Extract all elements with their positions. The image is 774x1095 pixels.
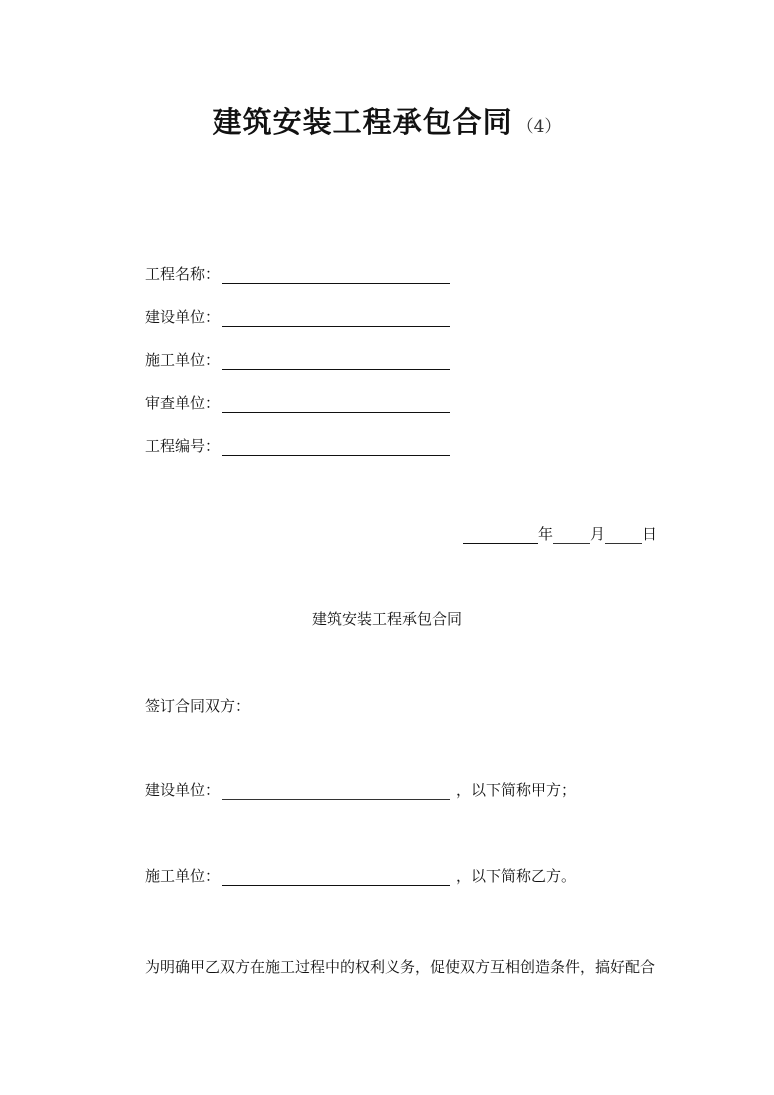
parties-heading: 签订合同双方： [145, 697, 251, 715]
title-suffix: （4） [516, 117, 562, 137]
field-label: 审查单位： [145, 394, 221, 412]
field-label: 工程名称： [145, 265, 221, 283]
party-a-suffix: ，以下简称甲方； [456, 781, 577, 799]
party-a-line [145, 780, 576, 804]
field-project-name [145, 264, 450, 288]
party-b-line [145, 866, 576, 890]
project-name-input-line[interactable] [222, 265, 450, 284]
party-b-label: 施工单位： [145, 867, 221, 885]
party-a-input-line[interactable] [222, 781, 450, 800]
party-b-input-line[interactable] [222, 867, 450, 886]
title-main: 建筑安装工程承包合同 [212, 105, 513, 139]
document-title [0, 100, 774, 141]
construction-unit-input-line[interactable] [222, 308, 450, 327]
date-line [463, 524, 657, 544]
field-review-unit [145, 393, 450, 417]
month-blank[interactable] [553, 527, 590, 544]
review-unit-input-line[interactable] [222, 394, 450, 413]
field-contractor-unit [145, 350, 450, 374]
day-unit: 日 [642, 525, 658, 543]
day-blank[interactable] [605, 527, 642, 544]
field-label: 建设单位： [145, 308, 221, 326]
party-a-label: 建设单位： [145, 781, 221, 799]
field-label: 施工单位： [145, 351, 221, 369]
intro-paragraph: 为明确甲乙双方在施工过程中的权利义务，促使双方互相创造条件，搞好配合 [145, 958, 656, 976]
project-number-input-line[interactable] [222, 437, 450, 456]
contractor-unit-input-line[interactable] [222, 351, 450, 370]
year-blank[interactable] [463, 527, 538, 544]
field-construction-unit [145, 307, 450, 331]
field-project-number [145, 436, 450, 460]
month-unit: 月 [590, 525, 606, 543]
field-label: 工程编号： [145, 437, 221, 455]
year-unit: 年 [538, 525, 554, 543]
contract-subtitle: 建筑安装工程承包合同 [311, 610, 462, 628]
party-b-suffix: ，以下简称乙方。 [456, 867, 577, 885]
